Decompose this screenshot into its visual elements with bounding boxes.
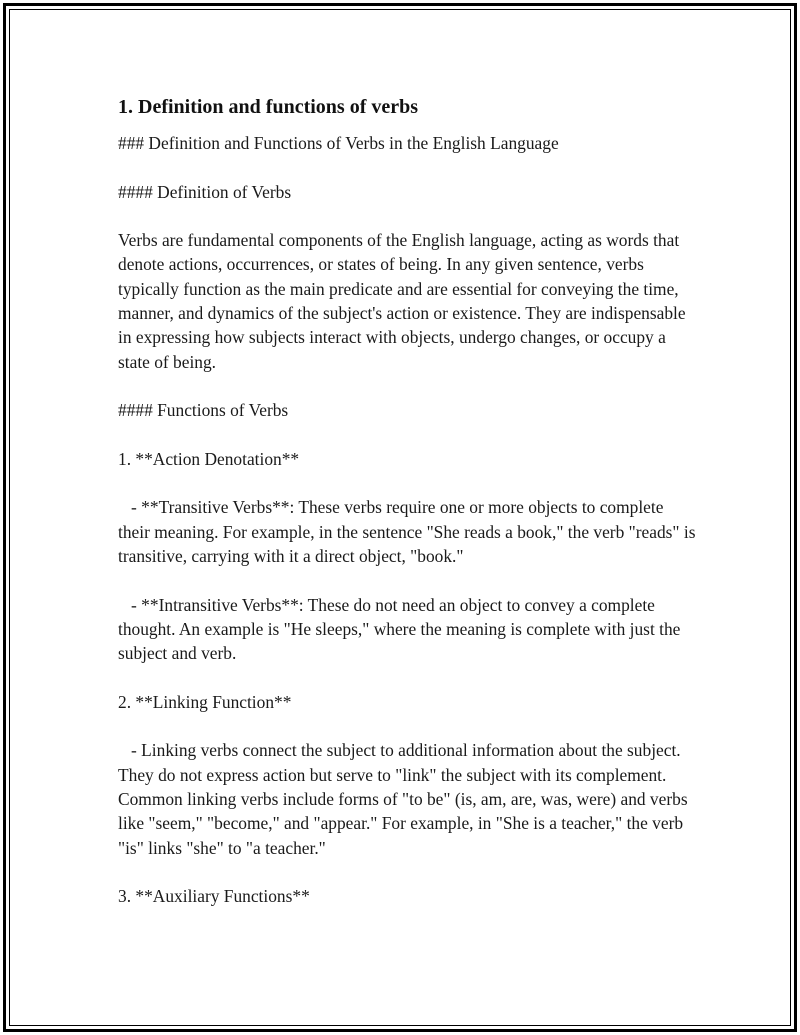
list-item-action-denotation: 1. **Action Denotation**: [118, 448, 300, 469]
list-item-linking-function: 2. **Linking Function**: [118, 691, 292, 712]
subheading-functions: #### Functions of Verbs: [118, 400, 289, 421]
transitive-verbs-paragraph: - **Transitive Verbs**: These verbs require one or more objects to complete their meaning. For example, in the sentence "She reads a book," the verb "reads" is transitive, carrying with it a direct object, "book.": [118, 497, 700, 567]
subheading-definition: #### Definition of Verbs: [118, 181, 292, 202]
subheading-h3: ### Definition and Functions of Verbs in the English Language: [118, 133, 559, 153]
definition-paragraph: Verbs are fundamental components of the English language, acting as words that denote actions, occurrences, or states of being. In any given sentence, verbs typically function as the main predicate and are essential for conveying the time, manner, and dynamics of the subject's action or existence. They are indispensable in expressing how subjects interact with objects, undergo changes, or occupy a state of being.: [118, 230, 690, 372]
section-title: 1. Definition and functions of verbs: [118, 96, 419, 118]
document-body: [118, 94, 698, 909]
intransitive-verbs-paragraph: - **Intransitive Verbs**: These do not need an object to convey a complete thought. An example is "He sleeps," where the meaning is complete with just the subject and verb.: [118, 594, 685, 664]
linking-verbs-paragraph: - Linking verbs connect the subject to additional information about the subject. They do not express action but serve to "link" the subject with its complement. Common linking verbs include forms of "to be" (is, am, are, was, were) and verbs like "seem," "become," and "appear." For example, in "She is a teacher," the verb "is" links "she" to "a teacher.": [118, 740, 692, 858]
list-item-auxiliary-functions: 3. **Auxiliary Functions**: [118, 886, 310, 907]
